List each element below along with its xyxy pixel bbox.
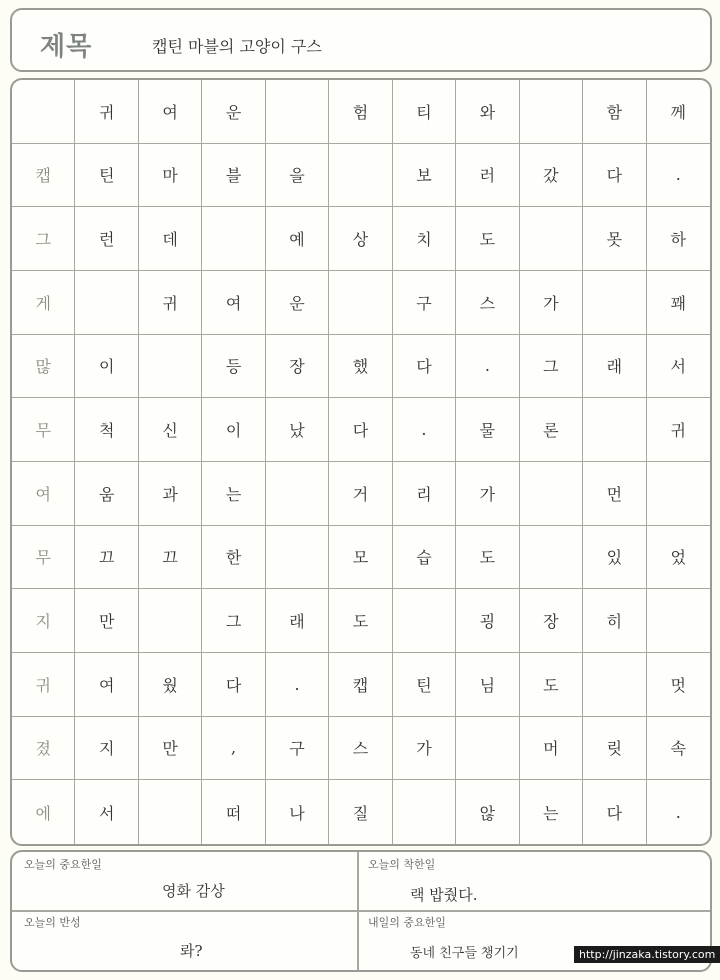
grid-cell: 졌 bbox=[12, 717, 75, 781]
grid-cell bbox=[456, 717, 519, 781]
title-label: 제목 bbox=[40, 32, 93, 62]
grid-cell: 러 bbox=[456, 144, 519, 208]
grid-cell bbox=[139, 335, 202, 399]
grid-cell: 캡 bbox=[12, 144, 75, 208]
grid-cell: 무 bbox=[12, 398, 75, 462]
grid-cell: 다 bbox=[393, 335, 456, 399]
grid-cell: 귀 bbox=[75, 80, 138, 144]
important-tomorrow-label: 내일의 중요한일 bbox=[368, 916, 446, 929]
title-text: 캡틴 마블의 고양이 구스 bbox=[152, 37, 322, 56]
grid-cell: 캡 bbox=[329, 653, 392, 717]
grid-cell: 스 bbox=[329, 717, 392, 781]
grid-cell: 질 bbox=[329, 780, 392, 844]
grid-cell: 지 bbox=[75, 717, 138, 781]
grid-cell: 론 bbox=[520, 398, 583, 462]
grid-cell: 신 bbox=[139, 398, 202, 462]
grid-cell: 틴 bbox=[393, 653, 456, 717]
grid-cell: 다 bbox=[583, 144, 646, 208]
grid-cell: 그 bbox=[12, 207, 75, 271]
grid-cell bbox=[583, 398, 646, 462]
grid-cell: 못 bbox=[583, 207, 646, 271]
grid-cell: 그 bbox=[202, 589, 265, 653]
grid-cell: 귀 bbox=[647, 398, 710, 462]
grid-cell: 장 bbox=[266, 335, 329, 399]
grid-cell: 도 bbox=[456, 526, 519, 590]
grid-cell: 함 bbox=[583, 80, 646, 144]
grid-cell: 떠 bbox=[202, 780, 265, 844]
grid-cell: 여 bbox=[139, 80, 202, 144]
grid-cell: 귀 bbox=[139, 271, 202, 335]
grid-cell: 무 bbox=[12, 526, 75, 590]
grid-cell: 께 bbox=[647, 80, 710, 144]
grid-cell: 했 bbox=[329, 335, 392, 399]
grid-cell: 속 bbox=[647, 717, 710, 781]
grid-cell: 먼 bbox=[583, 462, 646, 526]
footer-divider-horizontal bbox=[12, 910, 710, 912]
grid-cell: 마 bbox=[139, 144, 202, 208]
grid-cell: 래 bbox=[266, 589, 329, 653]
grid-cell: 도 bbox=[456, 207, 519, 271]
grid-cell: , bbox=[202, 717, 265, 781]
grid-cell: 만 bbox=[139, 717, 202, 781]
important-tomorrow-value: 동네 친구들 챙기기 bbox=[410, 946, 519, 961]
grid-cell bbox=[393, 780, 456, 844]
grid-cell: 가 bbox=[456, 462, 519, 526]
grid-cell bbox=[202, 207, 265, 271]
writing-grid bbox=[10, 78, 712, 846]
grid-cell bbox=[12, 80, 75, 144]
grid-cell: . bbox=[456, 335, 519, 399]
grid-cell: . bbox=[393, 398, 456, 462]
grid-cell: 장 bbox=[520, 589, 583, 653]
good-deed-today-label: 오늘의 착한일 bbox=[368, 858, 436, 871]
grid-cell: 굉 bbox=[456, 589, 519, 653]
grid-cell: . bbox=[647, 144, 710, 208]
grid-cell bbox=[583, 653, 646, 717]
grid-cell: 다 bbox=[202, 653, 265, 717]
grid-cell: 는 bbox=[520, 780, 583, 844]
grid-cell: 과 bbox=[139, 462, 202, 526]
grid-cell: 습 bbox=[393, 526, 456, 590]
grid-cells bbox=[12, 80, 710, 844]
important-today-value: 영화 감상 bbox=[162, 882, 225, 900]
grid-cell bbox=[75, 271, 138, 335]
grid-cell: 도 bbox=[520, 653, 583, 717]
grid-cell: 한 bbox=[202, 526, 265, 590]
grid-cell: 구 bbox=[393, 271, 456, 335]
grid-cell: 보 bbox=[393, 144, 456, 208]
grid-cell bbox=[520, 80, 583, 144]
grid-cell: 다 bbox=[329, 398, 392, 462]
grid-cell: 치 bbox=[393, 207, 456, 271]
grid-cell: 히 bbox=[583, 589, 646, 653]
grid-cell: 와 bbox=[456, 80, 519, 144]
grid-cell: 많 bbox=[12, 335, 75, 399]
grid-cell: 틴 bbox=[75, 144, 138, 208]
grid-cell: 에 bbox=[12, 780, 75, 844]
grid-cell bbox=[266, 462, 329, 526]
important-today-label: 오늘의 중요한일 bbox=[24, 858, 102, 871]
grid-cell: 귀 bbox=[12, 653, 75, 717]
grid-cell: 끄 bbox=[139, 526, 202, 590]
grid-cell: 꽤 bbox=[647, 271, 710, 335]
grid-cell bbox=[329, 144, 392, 208]
grid-cell: 운 bbox=[202, 80, 265, 144]
grid-cell: 었 bbox=[647, 526, 710, 590]
grid-cell: 웠 bbox=[139, 653, 202, 717]
grid-cell bbox=[647, 462, 710, 526]
grid-cell: 있 bbox=[583, 526, 646, 590]
grid-cell: 여 bbox=[202, 271, 265, 335]
grid-cell: 그 bbox=[520, 335, 583, 399]
grid-cell: 서 bbox=[647, 335, 710, 399]
grid-cell: 게 bbox=[12, 271, 75, 335]
grid-cell bbox=[520, 462, 583, 526]
grid-cell: 릿 bbox=[583, 717, 646, 781]
grid-cell: 나 bbox=[266, 780, 329, 844]
grid-cell: 머 bbox=[520, 717, 583, 781]
grid-cell: 스 bbox=[456, 271, 519, 335]
grid-cell: 척 bbox=[75, 398, 138, 462]
grid-cell: 상 bbox=[329, 207, 392, 271]
grid-cell: 다 bbox=[583, 780, 646, 844]
grid-cell: 런 bbox=[75, 207, 138, 271]
grid-cell: 도 bbox=[329, 589, 392, 653]
reflection-today-label: 오늘의 반성 bbox=[24, 916, 81, 929]
grid-cell: 끄 bbox=[75, 526, 138, 590]
grid-cell: 등 bbox=[202, 335, 265, 399]
grid-cell: 운 bbox=[266, 271, 329, 335]
grid-cell: 하 bbox=[647, 207, 710, 271]
grid-cell: 티 bbox=[393, 80, 456, 144]
grid-cell: 예 bbox=[266, 207, 329, 271]
grid-cell: 험 bbox=[329, 80, 392, 144]
grid-cell: . bbox=[266, 653, 329, 717]
grid-cell: 모 bbox=[329, 526, 392, 590]
grid-cell: 거 bbox=[329, 462, 392, 526]
grid-cell bbox=[520, 207, 583, 271]
grid-cell bbox=[329, 271, 392, 335]
grid-cell bbox=[647, 589, 710, 653]
grid-cell: 리 bbox=[393, 462, 456, 526]
grid-cell: 났 bbox=[266, 398, 329, 462]
grid-cell bbox=[393, 589, 456, 653]
grid-cell bbox=[266, 80, 329, 144]
grid-cell: 물 bbox=[456, 398, 519, 462]
grid-cell: 데 bbox=[139, 207, 202, 271]
grid-cell: 래 bbox=[583, 335, 646, 399]
grid-cell: 멋 bbox=[647, 653, 710, 717]
grid-cell: 님 bbox=[456, 653, 519, 717]
grid-cell: 을 bbox=[266, 144, 329, 208]
grid-cell bbox=[583, 271, 646, 335]
grid-cell: 여 bbox=[75, 653, 138, 717]
grid-cell: . bbox=[675, 802, 681, 822]
grid-cell bbox=[266, 526, 329, 590]
grid-cell: 갔 bbox=[520, 144, 583, 208]
grid-cell: 구 bbox=[266, 717, 329, 781]
grid-cell: 만 bbox=[75, 589, 138, 653]
reflection-today-value: 롸? bbox=[180, 942, 203, 960]
grid-cell bbox=[139, 780, 202, 844]
grid-cell: 블 bbox=[202, 144, 265, 208]
title-box bbox=[10, 8, 712, 72]
grid-cell: 지 bbox=[12, 589, 75, 653]
good-deed-today-value: 랙 밥줬다. bbox=[410, 886, 478, 904]
grid-cell: 이 bbox=[75, 335, 138, 399]
watermark-url: http://jinzaka.tistory.com bbox=[574, 946, 720, 963]
grid-cell: 여 bbox=[12, 462, 75, 526]
grid-cell: 는 bbox=[202, 462, 265, 526]
grid-cell bbox=[520, 526, 583, 590]
grid-cell: 가 bbox=[520, 271, 583, 335]
grid-cell: 이 bbox=[202, 398, 265, 462]
grid-cell: 가 bbox=[393, 717, 456, 781]
grid-cell bbox=[139, 589, 202, 653]
grid-cell: 서 bbox=[75, 780, 138, 844]
grid-cell: 않 bbox=[456, 780, 519, 844]
grid-cell: 움 bbox=[75, 462, 138, 526]
